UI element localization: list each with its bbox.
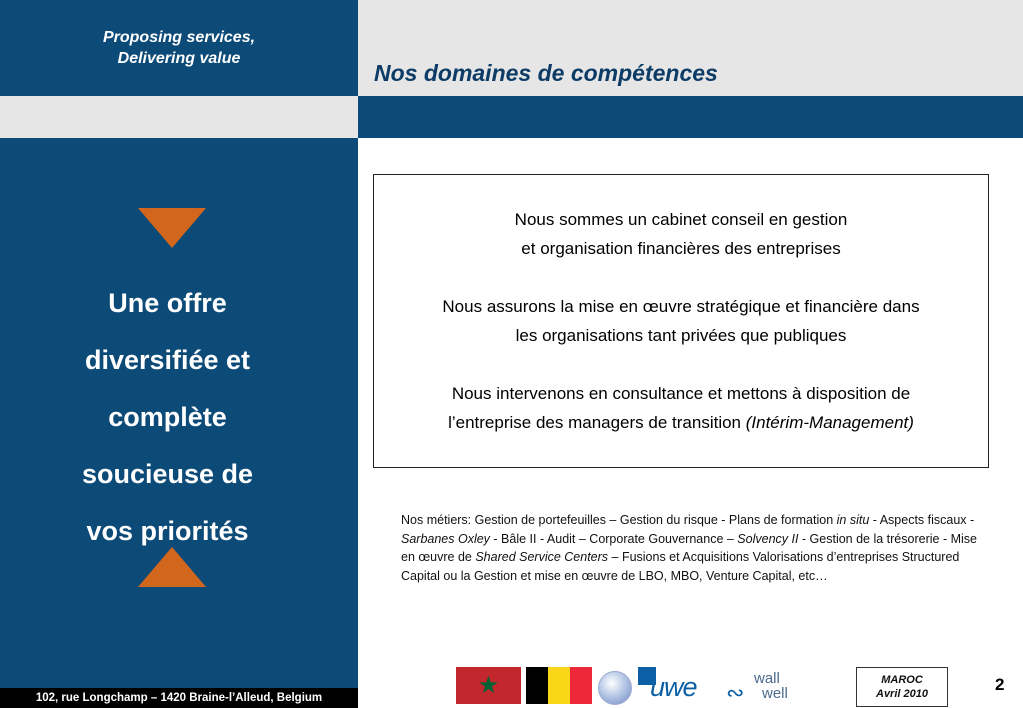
wall-logo-text: wall (754, 670, 780, 687)
text-line (374, 408, 988, 437)
tagline (0, 27, 358, 69)
offer-line: Une offre (108, 288, 227, 318)
swoosh-icon: ∾ (726, 680, 745, 705)
tagline-line-1: Proposing services, (102, 29, 256, 46)
text-line: Nous sommes un cabinet conseil en gestion (514, 210, 848, 229)
text-line: Nous assurons la mise en œuvre stratégique et financière dans (442, 297, 920, 316)
offer-line: complète (108, 402, 227, 432)
address-text: 102, rue Longchamp – 1420 Braine-l’Alleud, Belgium (35, 692, 323, 704)
mission-paragraph-1 (374, 205, 988, 263)
date-badge-country: MAROC (881, 674, 923, 686)
text-line: et organisation financières des entreprises (521, 239, 841, 258)
offer-line: vos priorités (86, 516, 249, 546)
globe-logo-icon (598, 671, 632, 705)
italic-segment: Solvency II (737, 531, 799, 546)
text-line: Nous intervenons en consultance et mettons à disposition de (451, 384, 911, 403)
wall-well-logo (726, 667, 806, 705)
date-badge (856, 667, 948, 707)
text-segment: l’entreprise des managers de transition (448, 413, 746, 432)
italic-segment: Shared Service Centers (475, 550, 609, 564)
belgium-flag-icon (526, 667, 592, 704)
flag-stripe-red (570, 667, 592, 704)
offer-statement (30, 275, 305, 560)
text-segment: - Gestion de la trésorerie - Mise en œuvre de (401, 531, 977, 564)
text-segment: – Fusions et Acquisitions Valorisations d’entreprises Structured Capital ou la Gestion et mise en œuvre de LBO, MBO, Venture Capital, etc… (401, 550, 960, 583)
mission-paragraph-2 (374, 292, 988, 350)
page-title: Nos domaines de compétences (374, 60, 718, 86)
offer-line: diversifiée et (84, 345, 251, 375)
uwe-logo (638, 667, 718, 705)
offer-line: soucieuse de (81, 459, 254, 489)
text-segment: Nos métiers: Gestion de portefeuilles – Gestion du risque - Plans de formation (401, 513, 837, 527)
italic-segment: (Intérim-Management) (745, 413, 914, 432)
uwe-logo-text: uwe (650, 672, 697, 702)
mission-paragraph-3 (374, 379, 988, 437)
page-number: 2 (995, 675, 1005, 694)
mission-box (373, 174, 989, 468)
date-badge-date: Avril 2010 (876, 688, 928, 700)
metiers-paragraph (401, 511, 993, 585)
triangle-down-icon (138, 208, 206, 248)
left-grey-band (0, 96, 358, 138)
text-segment: - Bâle II - Audit – Corporate Gouvernance – (489, 531, 738, 546)
well-logo-text: well (762, 685, 788, 702)
flag-stripe-black (526, 667, 548, 704)
italic-segment: Sarbanes Oxley (401, 531, 490, 546)
text-line: les organisations tant privées que publiques (515, 326, 847, 345)
tagline-line-2: Delivering value (117, 50, 241, 67)
right-blue-band (358, 96, 1023, 138)
italic-segment: in situ (836, 513, 870, 527)
morocco-flag-icon (456, 667, 521, 704)
flag-stripe-yellow (548, 667, 570, 704)
star-icon: ★ (477, 672, 500, 699)
text-segment: - Aspects fiscaux - (869, 513, 975, 527)
triangle-up-icon (138, 547, 206, 587)
